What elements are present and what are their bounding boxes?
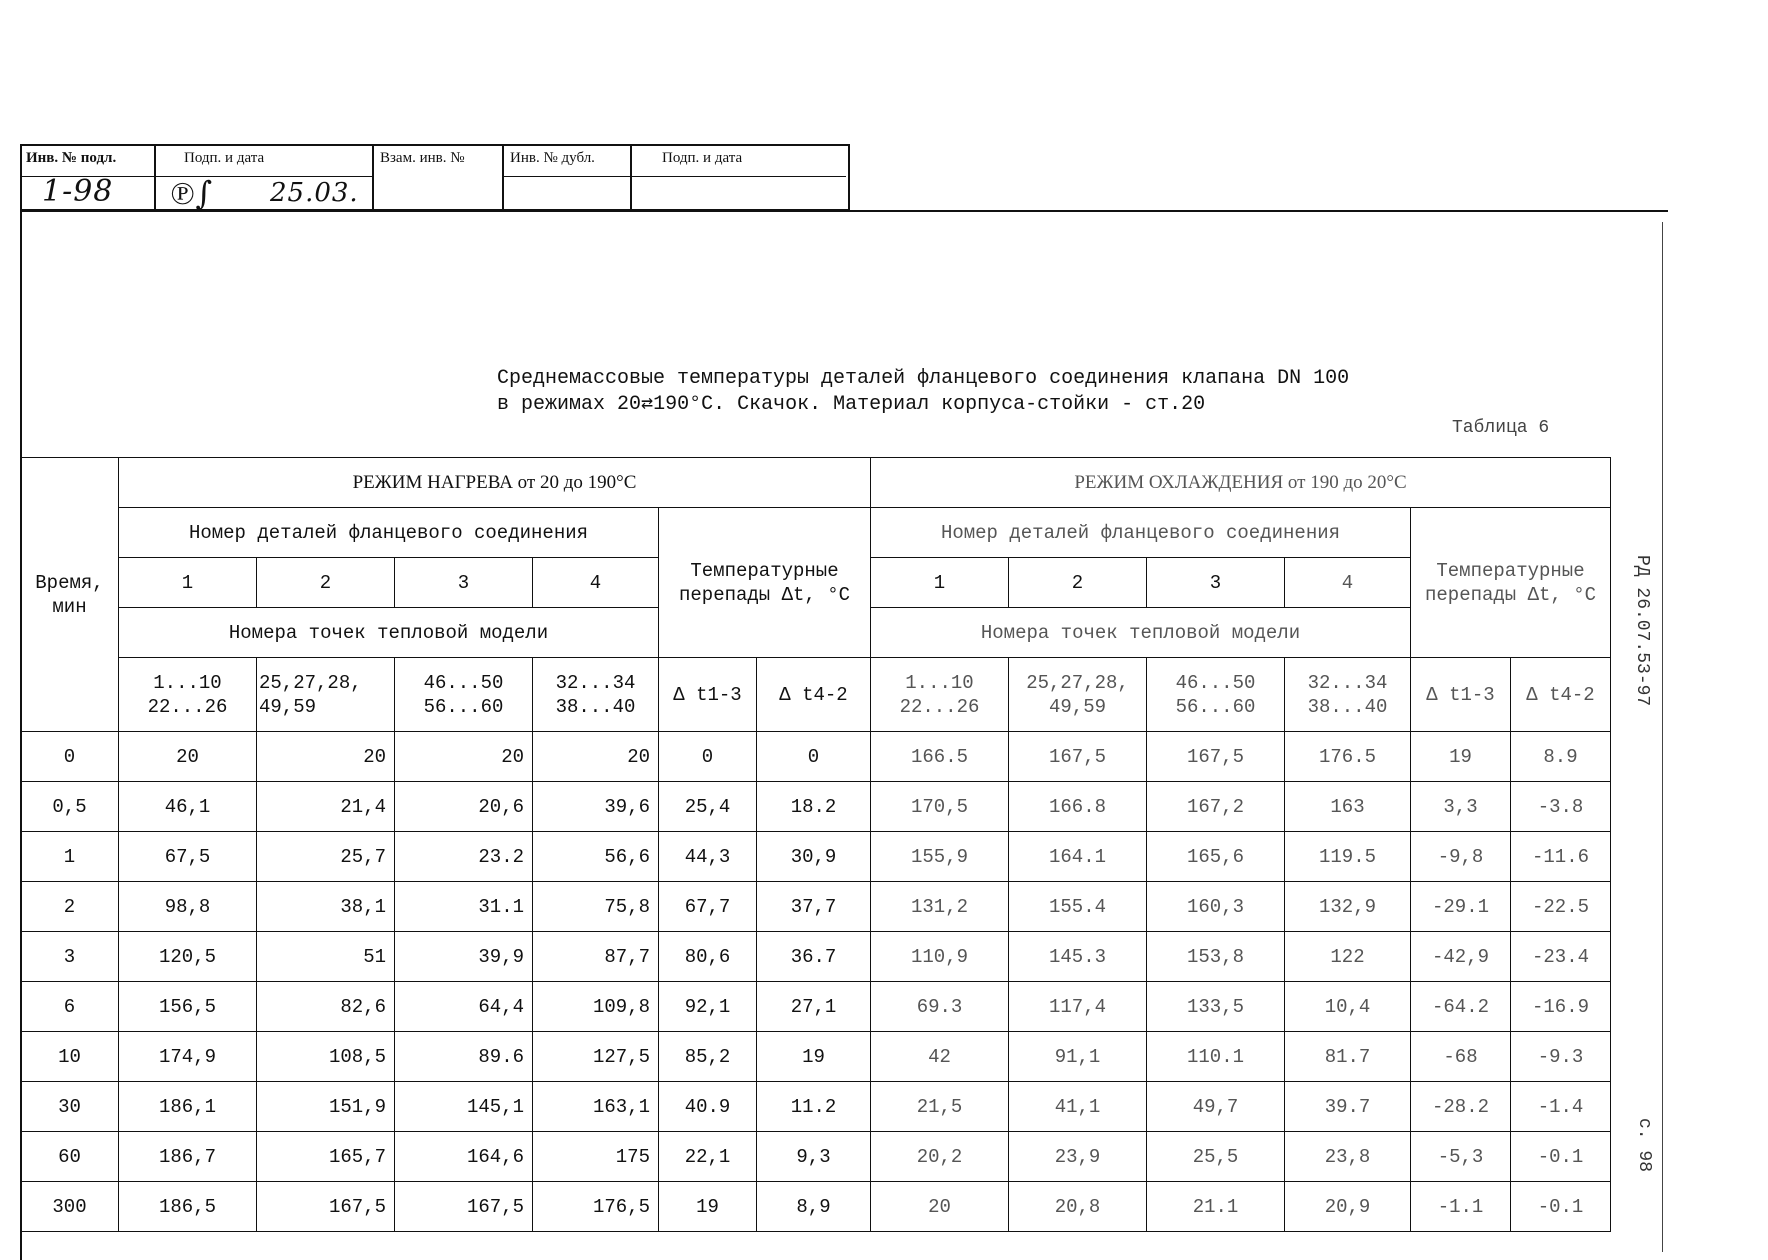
title-line-2: в режимах 20⇄190°С. Скачок. Материал корпуса-стойки - ст.20 [497,393,1206,416]
document-title [497,366,1349,418]
heating-value-cell: 18.2 [757,782,871,832]
heating-value-cell: 108,5 [257,1032,395,1082]
cooling-value-cell: 145.3 [1009,932,1147,982]
heating-value-cell: 67,5 [119,832,257,882]
heating-value-cell: 19 [757,1032,871,1082]
heating-diff-header: Температурные перепады Δt, °С [659,508,871,658]
cooling-value-cell: 122 [1285,932,1411,982]
stamp-header-sign: Подп. и дата [184,150,265,166]
heating-value-cell: 151,9 [257,1082,395,1132]
table-row [21,1082,1611,1132]
table-row [21,882,1611,932]
cooling-value-cell: 25,5 [1147,1132,1285,1182]
heating-value-cell: 23.2 [395,832,533,882]
cooling-value-cell: -64.2 [1411,982,1511,1032]
cooling-points-header: Номера точек тепловой модели [871,608,1411,658]
heating-value-cell: 25,7 [257,832,395,882]
cooling-value-cell: 167,5 [1147,732,1285,782]
heating-value-cell: 156,5 [119,982,257,1032]
cooling-value-cell: -23.4 [1511,932,1611,982]
cooling-value-cell: 23,8 [1285,1132,1411,1182]
heating-value-cell: 186,7 [119,1132,257,1182]
time-cell: 300 [21,1182,119,1232]
heating-value-cell: 80,6 [659,932,757,982]
cooling-value-cell: 39.7 [1285,1082,1411,1132]
heating-value-cell: 46,1 [119,782,257,832]
heating-value-cell: 56,6 [533,832,659,882]
heat-diff-col-2: Δ t4-2 [757,658,871,732]
heating-value-cell: 127,5 [533,1032,659,1082]
heating-value-cell: 145,1 [395,1082,533,1132]
heating-value-cell: 174,9 [119,1032,257,1082]
cooling-value-cell: -29.1 [1411,882,1511,932]
cooling-value-cell: 69.3 [871,982,1009,1032]
stamp-divider-right [502,176,846,177]
heating-value-cell: 75,8 [533,882,659,932]
cooling-value-cell: -42,9 [1411,932,1511,982]
cooling-value-cell: 155.4 [1009,882,1147,932]
cooling-value-cell: 19 [1411,732,1511,782]
heating-value-cell: 175 [533,1132,659,1182]
stamp-header-dup: Инв. № дубл. [510,150,595,166]
cool-points-2: 25,27,28, 49,59 [1009,658,1147,732]
heating-value-cell: 20,6 [395,782,533,832]
cooling-value-cell: -5,3 [1411,1132,1511,1182]
table-row [21,732,1611,782]
time-cell: 0,5 [21,782,119,832]
cooling-value-cell: 167,5 [1009,732,1147,782]
cooling-value-cell: 170,5 [871,782,1009,832]
heating-value-cell: 20 [119,732,257,782]
cooling-value-cell: -68 [1411,1032,1511,1082]
header-row-points [21,658,1611,732]
time-cell: 30 [21,1082,119,1132]
cooling-value-cell: 133,5 [1147,982,1285,1032]
heat-points-2: 25,27,28, 49,59 [257,658,395,732]
heating-value-cell: 85,2 [659,1032,757,1082]
cooling-value-cell: -9.3 [1511,1032,1611,1082]
heating-value-cell: 21,4 [257,782,395,832]
cooling-value-cell: -1.1 [1411,1182,1511,1232]
heating-value-cell: 31.1 [395,882,533,932]
table-row [21,1132,1611,1182]
cool-points-3: 46...50 56...60 [1147,658,1285,732]
time-cell: 1 [21,832,119,882]
heating-value-cell: 0 [659,732,757,782]
heating-value-cell: 37,7 [757,882,871,932]
heating-value-cell: 39,9 [395,932,533,982]
cooling-value-cell: 41,1 [1009,1082,1147,1132]
stamp-cell-sign2 [630,146,850,209]
cooling-value-cell: 10,4 [1285,982,1411,1032]
heating-value-cell: 8,9 [757,1182,871,1232]
cooling-value-cell: -22.5 [1511,882,1611,932]
cool-diff-col-2: Δ t4-2 [1511,658,1611,732]
heat-part-1: 1 [119,558,257,608]
document-code: РД 26.07.53-97 [1632,555,1652,707]
heating-value-cell: 38,1 [257,882,395,932]
heating-value-cell: 44,3 [659,832,757,882]
cooling-value-cell: 166.8 [1009,782,1147,832]
cooling-diff-header: Температурные перепады Δt, °С [1411,508,1611,658]
cooling-value-cell: -0.1 [1511,1182,1611,1232]
cooling-value-cell: 110.1 [1147,1032,1285,1082]
handwritten-signature: ℗∫ [170,174,213,212]
stamp-cell-dup [502,146,632,209]
cooling-value-cell: 160,3 [1147,882,1285,932]
cooling-value-cell: 81.7 [1285,1032,1411,1082]
cooling-value-cell: 21.1 [1147,1182,1285,1232]
cooling-value-cell: 8.9 [1511,732,1611,782]
cooling-value-cell: 131,2 [871,882,1009,932]
cooling-value-cell: 153,8 [1147,932,1285,982]
heating-value-cell: 82,6 [257,982,395,1032]
stamp-header-inv: Инв. № подл. [26,150,117,166]
table-body [21,458,1611,1232]
time-cell: 0 [21,732,119,782]
heating-value-cell: 0 [757,732,871,782]
table-number: Таблица 6 [1452,418,1550,438]
cooling-value-cell: 163 [1285,782,1411,832]
cooling-value-cell: 164.1 [1009,832,1147,882]
heating-points-header: Номера точек тепловой модели [119,608,659,658]
frame-right-line [1662,222,1663,1252]
heating-value-cell: 51 [257,932,395,982]
time-cell: 60 [21,1132,119,1182]
cooling-value-cell: 167,2 [1147,782,1285,832]
heating-mode-header: РЕЖИМ НАГРЕВА от 20 до 190°С [119,458,871,508]
cooling-value-cell: 23,9 [1009,1132,1147,1182]
cooling-value-cell: -11.6 [1511,832,1611,882]
cooling-value-cell: 119.5 [1285,832,1411,882]
heat-points-4: 32...34 38...40 [533,658,659,732]
cooling-value-cell: -16.9 [1511,982,1611,1032]
heat-points-1: 1...10 22...26 [119,658,257,732]
cooling-value-cell: 155,9 [871,832,1009,882]
frame-top-line [20,210,1668,212]
table-row [21,982,1611,1032]
cooling-value-cell: 110,9 [871,932,1009,982]
heating-value-cell: 163,1 [533,1082,659,1132]
heating-value-cell: 30,9 [757,832,871,882]
heating-value-cell: 22,1 [659,1132,757,1182]
heating-value-cell: 20 [395,732,533,782]
header-row-parts [21,508,1611,558]
cooling-value-cell: 49,7 [1147,1082,1285,1132]
cooling-value-cell: -28.2 [1411,1082,1511,1132]
heating-value-cell: 25,4 [659,782,757,832]
heating-value-cell: 167,5 [395,1182,533,1232]
page-number: с. 98 [1634,1118,1654,1173]
heat-points-3: 46...50 56...60 [395,658,533,732]
heating-value-cell: 20 [257,732,395,782]
cool-points-1: 1...10 22...26 [871,658,1009,732]
heating-value-cell: 186,1 [119,1082,257,1132]
cooling-value-cell: 20,8 [1009,1182,1147,1232]
heating-value-cell: 109,8 [533,982,659,1032]
stamp-header-sign2: Подп. и дата [662,150,743,166]
heating-value-cell: 19 [659,1182,757,1232]
cooling-value-cell: -9,8 [1411,832,1511,882]
time-header: Время, мин [21,458,119,732]
heating-value-cell: 120,5 [119,932,257,982]
cooling-value-cell: 165,6 [1147,832,1285,882]
cooling-value-cell: 20,2 [871,1132,1009,1182]
heating-value-cell: 165,7 [257,1132,395,1182]
heat-part-3: 3 [395,558,533,608]
table-row [21,932,1611,982]
cool-part-1: 1 [871,558,1009,608]
cool-diff-col-1: Δ t1-3 [1411,658,1511,732]
heating-value-cell: 11.2 [757,1082,871,1132]
cooling-value-cell: 42 [871,1032,1009,1082]
stamp-date-value: 25.03. [270,178,359,208]
table-row [21,832,1611,882]
heating-value-cell: 64,4 [395,982,533,1032]
cooling-value-cell: -3.8 [1511,782,1611,832]
heating-value-cell: 36.7 [757,932,871,982]
heating-value-cell: 27,1 [757,982,871,1032]
stamp-inv-value: 1-98 [42,174,114,209]
heating-value-cell: 87,7 [533,932,659,982]
cooling-mode-header: РЕЖИМ ОХЛАЖДЕНИЯ от 190 до 20°С [871,458,1611,508]
heating-value-cell: 39,6 [533,782,659,832]
heat-diff-col-1: Δ t1-3 [659,658,757,732]
heating-value-cell: 67,7 [659,882,757,932]
heating-value-cell: 164,6 [395,1132,533,1182]
time-cell: 10 [21,1032,119,1082]
cooling-value-cell: 21,5 [871,1082,1009,1132]
heat-part-2: 2 [257,558,395,608]
time-cell: 6 [21,982,119,1032]
cool-part-3: 3 [1147,558,1285,608]
heating-parts-header: Номер деталей фланцевого соединения [119,508,659,558]
heating-value-cell: 186,5 [119,1182,257,1232]
heating-value-cell: 167,5 [257,1182,395,1232]
heat-part-4: 4 [533,558,659,608]
cooling-value-cell: -1.4 [1511,1082,1611,1132]
time-cell: 2 [21,882,119,932]
heating-value-cell: 40.9 [659,1082,757,1132]
heating-value-cell: 98,8 [119,882,257,932]
table-row [21,782,1611,832]
cooling-value-cell: 166.5 [871,732,1009,782]
heating-value-cell: 20 [533,732,659,782]
table-row [21,1182,1611,1232]
title-line-1: Среднемассовые температуры деталей фланцевого соединения клапана DN 100 [497,367,1350,390]
heating-value-cell: 176,5 [533,1182,659,1232]
cool-part-2: 2 [1009,558,1147,608]
cooling-value-cell: 117,4 [1009,982,1147,1032]
time-cell: 3 [21,932,119,982]
stamp-header-replace: Взам. инв. № [380,150,465,166]
cool-points-4: 32...34 38...40 [1285,658,1411,732]
cooling-value-cell: -0.1 [1511,1132,1611,1182]
cooling-value-cell: 20 [871,1182,1009,1232]
cooling-parts-header: Номер деталей фланцевого соединения [871,508,1411,558]
cooling-value-cell: 176.5 [1285,732,1411,782]
temperature-table [20,457,1611,1232]
table-row [21,1032,1611,1082]
approval-stamp [20,144,850,211]
cooling-value-cell: 91,1 [1009,1032,1147,1082]
cooling-value-cell: 3,3 [1411,782,1511,832]
cooling-value-cell: 20,9 [1285,1182,1411,1232]
header-row-modes [21,458,1611,508]
heating-value-cell: 9,3 [757,1132,871,1182]
stamp-cell-replace [372,146,504,209]
heating-value-cell: 89.6 [395,1032,533,1082]
cool-part-4: 4 [1285,558,1411,608]
cooling-value-cell: 132,9 [1285,882,1411,932]
heating-value-cell: 92,1 [659,982,757,1032]
